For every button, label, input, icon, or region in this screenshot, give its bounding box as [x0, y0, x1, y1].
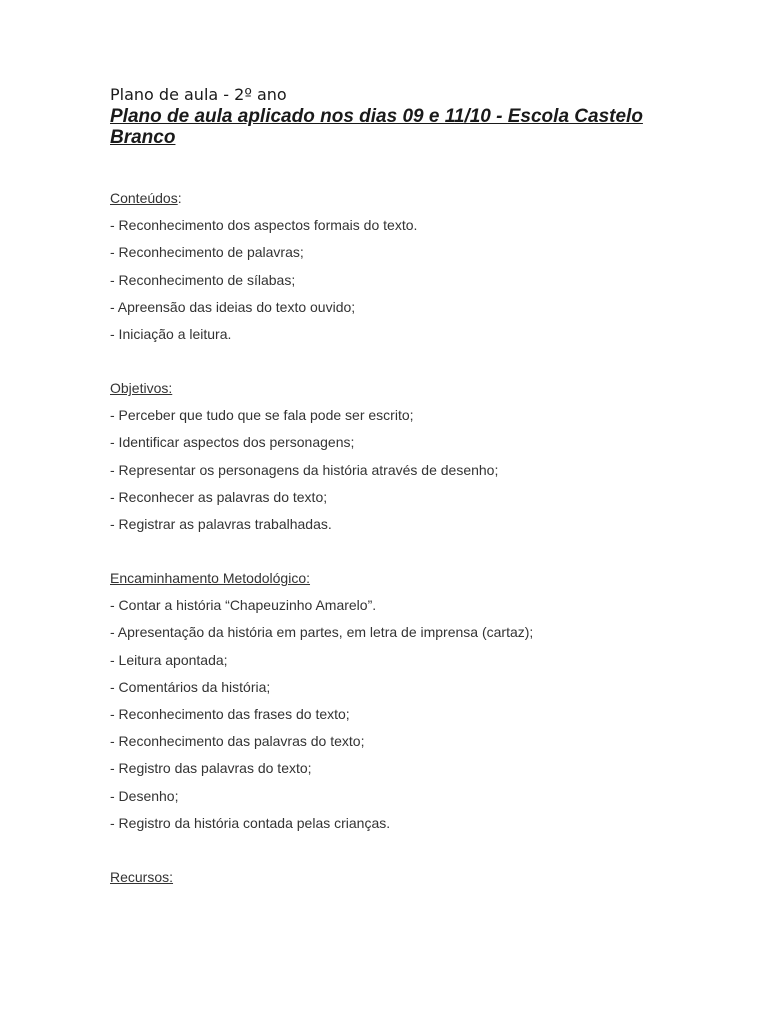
section-heading-conteudos [110, 185, 710, 212]
document-page [110, 84, 710, 891]
section-recursos [110, 864, 710, 891]
list-item: - Reconhecimento de sílabas; [110, 271, 296, 288]
list-item: - Perceber que tudo que se fala pode ser escrito; [110, 407, 414, 424]
list-item: - Desenho; [110, 787, 179, 804]
document-subtitle: Plano de aula aplicado nos dias 09 e 11/10 - Escola Castelo Branco [110, 106, 643, 148]
section-heading-colon: : [177, 190, 182, 206]
section-heading-text: Conteúdos [110, 190, 178, 206]
section-heading-objetivos: Objetivos: [110, 380, 173, 397]
section-conteudos [110, 185, 710, 348]
list-item: - Leitura apontada; [110, 651, 228, 668]
list-item: - Reconhecimento das frases do texto; [110, 706, 350, 723]
list-item: - Registrar as palavras trabalhadas. [110, 516, 332, 533]
list-item: - Contar a história “Chapeuzinho Amarelo”. [110, 597, 377, 614]
spacer [110, 837, 710, 864]
list-item: - Iniciação a leitura. [110, 326, 232, 343]
list-item: - Representar os personagens da história através de desenho; [110, 461, 499, 478]
spacer [110, 348, 710, 375]
list-item: - Identificar aspectos dos personagens; [110, 434, 355, 451]
list-item: - Reconhecer as palavras do texto; [110, 488, 328, 505]
document-title: Plano de aula - 2º ano [110, 85, 287, 104]
section-heading-encaminhamento: Encaminhamento Metodológico: [110, 570, 311, 587]
section-objetivos [110, 375, 710, 538]
spacer [110, 148, 710, 185]
list-item: - Reconhecimento das palavras do texto; [110, 733, 365, 750]
list-item: - Apreensão das ideias do texto ouvido; [110, 298, 356, 315]
list-item: - Comentários da história; [110, 678, 271, 695]
list-item: - Registro da história contada pelas crianças. [110, 814, 391, 831]
spacer [110, 538, 710, 565]
section-encaminhamento [110, 565, 710, 837]
list-item: - Apresentação da história em partes, em letra de imprensa (cartaz); [110, 624, 534, 641]
list-item: - Reconhecimento de palavras; [110, 244, 304, 261]
list-item: - Registro das palavras do texto; [110, 760, 312, 777]
list-item: - Reconhecimento dos aspectos formais do texto. [110, 217, 418, 234]
section-heading-recursos: Recursos: [110, 869, 174, 886]
